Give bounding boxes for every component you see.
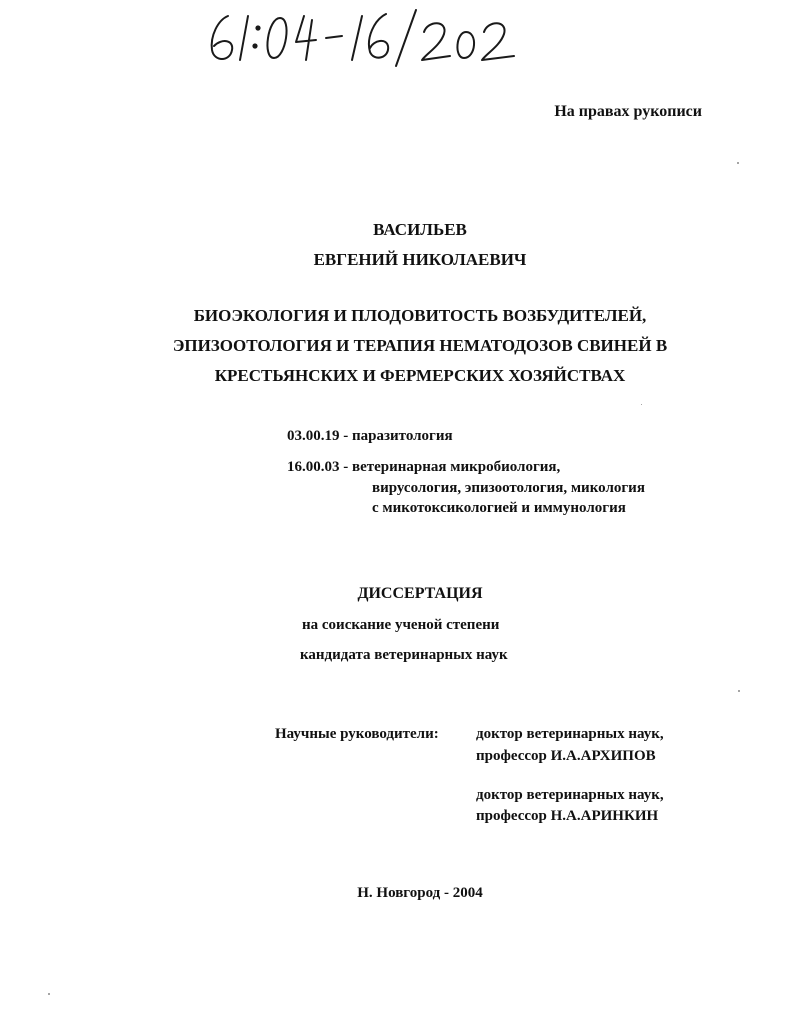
specialty-code: 16.00.03 - <box>287 459 349 475</box>
author-name: ЕВГЕНИЙ НИКОЛАЕВИЧ <box>313 250 527 269</box>
rights-notice: На правах рукописи <box>554 103 702 120</box>
supervisor-degree: доктор ветеринарных наук, <box>476 787 664 803</box>
dissertation-title-line-3: КРЕСТЬЯНСКИХ И ФЕРМЕРСКИХ ХОЗЯЙСТВАХ <box>214 366 626 385</box>
dissertation-title-line-1: БИОЭКОЛОГИЯ И ПЛОДОВИТОСТЬ ВОЗБУДИТЕЛЕЙ, <box>193 306 647 325</box>
city-year: Н. Новгород - 2004 <box>357 885 483 901</box>
supervisors-label: Научные руководители: <box>275 726 439 742</box>
supervisor-degree: доктор ветеринарных наук, <box>476 726 664 742</box>
scan-speck <box>737 162 739 164</box>
author-surname: ВАСИЛЬЕВ <box>373 220 467 239</box>
specialty-name: с микотоксикологией и иммунология <box>372 500 626 516</box>
specialty-name: вирусология, эпизоотология, микология <box>372 480 645 496</box>
degree-name: кандидата ветеринарных наук <box>300 647 508 663</box>
scan-speck <box>738 690 740 692</box>
specialty-code: 03.00.19 - <box>287 428 349 444</box>
scan-speck <box>641 404 642 405</box>
scan-speck <box>48 993 50 995</box>
dissertation-title-line-2: ЭПИЗООТОЛОГИЯ И ТЕРАПИЯ НЕМАТОДОЗОВ СВИНЕЙ В <box>172 336 668 355</box>
document-type: ДИССЕРТАЦИЯ <box>357 585 483 602</box>
specialty-name: ветеринарная микробиология, <box>352 459 561 475</box>
supervisor-name: профессор Н.А.АРИНКИН <box>476 808 659 824</box>
degree-purpose: на соискание ученой степени <box>302 617 500 633</box>
specialty-name: паразитология <box>352 428 453 444</box>
supervisor-name: профессор И.А.АРХИПОВ <box>476 748 656 764</box>
handwritten-archive-number <box>200 2 530 72</box>
